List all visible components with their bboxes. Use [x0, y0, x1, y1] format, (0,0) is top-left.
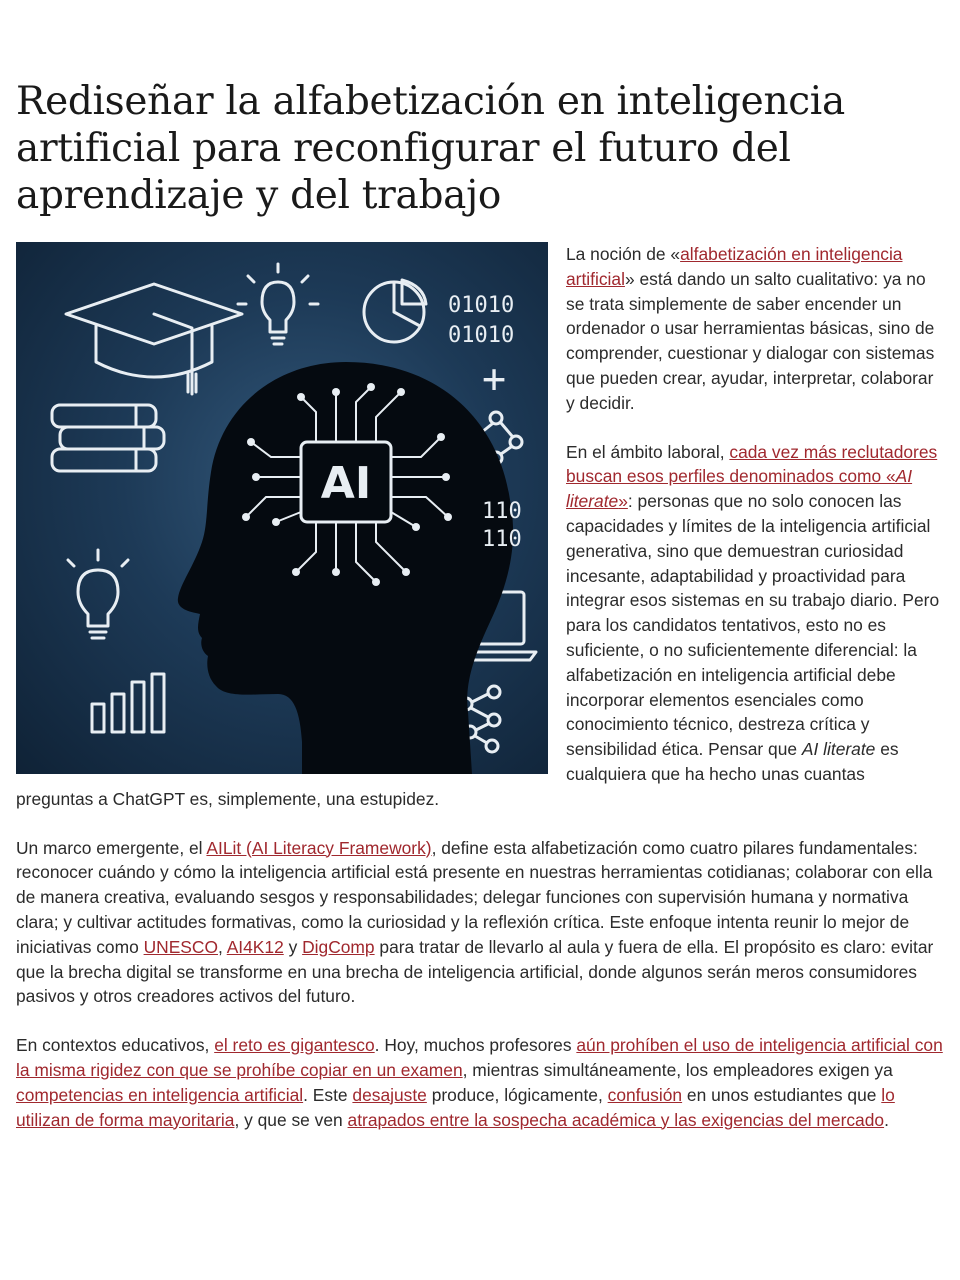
text: , y que se ven — [234, 1109, 348, 1130]
link-alfabetizacion[interactable]: alfabetización en inteligencia artificial — [566, 244, 903, 289]
binary-text: 01010 — [448, 323, 515, 348]
text: En el ámbito laboral, — [566, 441, 730, 462]
text: es cualquiera que ha hecho unas cuantas preguntas a ChatGPT es, simplemente, una estupidez. — [16, 739, 899, 809]
link-mayoritaria[interactable]: lo utilizan de forma mayoritaria — [16, 1084, 895, 1130]
books-icon — [52, 405, 164, 471]
text: . Hoy, muchos profesores — [374, 1035, 577, 1056]
link-competencias[interactable]: competencias en inteligencia artificial — [16, 1084, 304, 1105]
pie-chart-icon — [364, 280, 426, 342]
link-confusion[interactable]: confusión — [607, 1084, 683, 1105]
text: para tratar de llevarlo al aula y fuera de ella. El propósito es claro: evitar que la brecha digital se transforme en una brecha de inteligencia artificial, donde algunos serán meros consumidores pasivos y otros creadores activos del futuro. — [16, 936, 934, 1007]
graduation-cap-icon — [66, 284, 242, 394]
head-silhouette — [178, 362, 513, 774]
text: produce, lógicamente, — [426, 1084, 608, 1105]
binary-text: 110 — [482, 527, 522, 552]
link-digcomp[interactable]: DigComp — [302, 936, 375, 957]
link-text: cada vez más reclutadores buscan esos perfiles denominados como « — [566, 441, 938, 487]
link-ailit[interactable]: AILit (AI Literacy Framework) — [206, 837, 432, 858]
link-text-italic: AI literate — [566, 466, 913, 512]
text: . Este — [303, 1084, 353, 1105]
text: » está dando un salto cualitativo: ya no se trata simplemente de saber encender un ordenador o usar herramientas básicas, sino de comprender, cuestionar y dialogar con sistemas que pueden crear, ayudar, interpretar, colaborar y decidir. — [566, 268, 935, 413]
article-title: Rediseñar la alfabetización en inteligencia artificial para reconfigurar el futuro del aprendizaje y del trabajo — [16, 79, 845, 218]
text: y — [283, 936, 303, 957]
text: , — [217, 936, 227, 957]
text: : personas que no solo conocen las capacidades y límites de la inteligencia artificial generativa, sino que demuestran curiosidad incesante, adaptabilidad y proactividad para integrar esos sistemas en su trabajo diario. Pero para los candidatos tentativos, esto no es suficiente, o no suficientemente diferencial: la alfabetización en inteligencia artificial debe incorporar elementos esenciales como conocimiento técnico, destreza crítica y sensibilidad ética. Pensar que — [566, 491, 940, 760]
plus-icon: + — [482, 356, 507, 402]
link-text: » — [618, 491, 628, 512]
link-prohiben[interactable]: aún prohíben el uso de inteligencia artificial con la misma rigidez con que se prohíbe copiar en un examen — [16, 1035, 943, 1080]
article-body — [16, 242, 944, 1132]
italic-text: AI literate — [801, 739, 876, 760]
text: , mientras simultáneamente, los empleadores exigen ya — [462, 1059, 893, 1080]
bar-chart-icon — [92, 674, 164, 732]
binary-text: 110 — [482, 499, 522, 524]
binary-text: 01010 — [448, 293, 515, 318]
link-atrapados[interactable]: atrapados entre la sospecha académica y las exigencias del mercado — [347, 1109, 885, 1130]
lightbulb-icon-2 — [68, 550, 128, 638]
ai-chip-label: AI — [320, 458, 372, 509]
lightbulb-icon — [238, 264, 318, 344]
link-desajuste[interactable]: desajuste — [352, 1084, 427, 1105]
link-unesco[interactable]: UNESCO — [143, 936, 218, 957]
paragraph-4 — [16, 1033, 944, 1132]
link-ai4k12[interactable]: AI4K12 — [226, 936, 284, 957]
text: En contextos educativos, — [16, 1035, 215, 1056]
paragraph-3 — [16, 836, 944, 1010]
article-image — [16, 242, 548, 774]
text: La noción de « — [566, 244, 681, 264]
text: , define esta alfabetización como cuatro pilares fundamentales: reconocer cuándo y cómo la inteligencia artificial está presente en nuestras herramientas cotidianas; colaborar con ella de manera creativa, evaluando sesgos y responsabilidades; delegar funciones con supervisión humana y normativa clara; y cultivar actitudes formativas, como la curiosidad y la reflexión crítica. Este enfoque intenta reunir lo mejor de iniciativas como — [16, 837, 933, 957]
ai-head-illustration — [16, 242, 548, 774]
link-reto[interactable]: el reto es gigantesco — [214, 1035, 375, 1056]
text: Un marco emergente, el — [16, 837, 207, 858]
text: . — [884, 1109, 889, 1130]
text: en unos estudiantes que — [682, 1084, 882, 1105]
